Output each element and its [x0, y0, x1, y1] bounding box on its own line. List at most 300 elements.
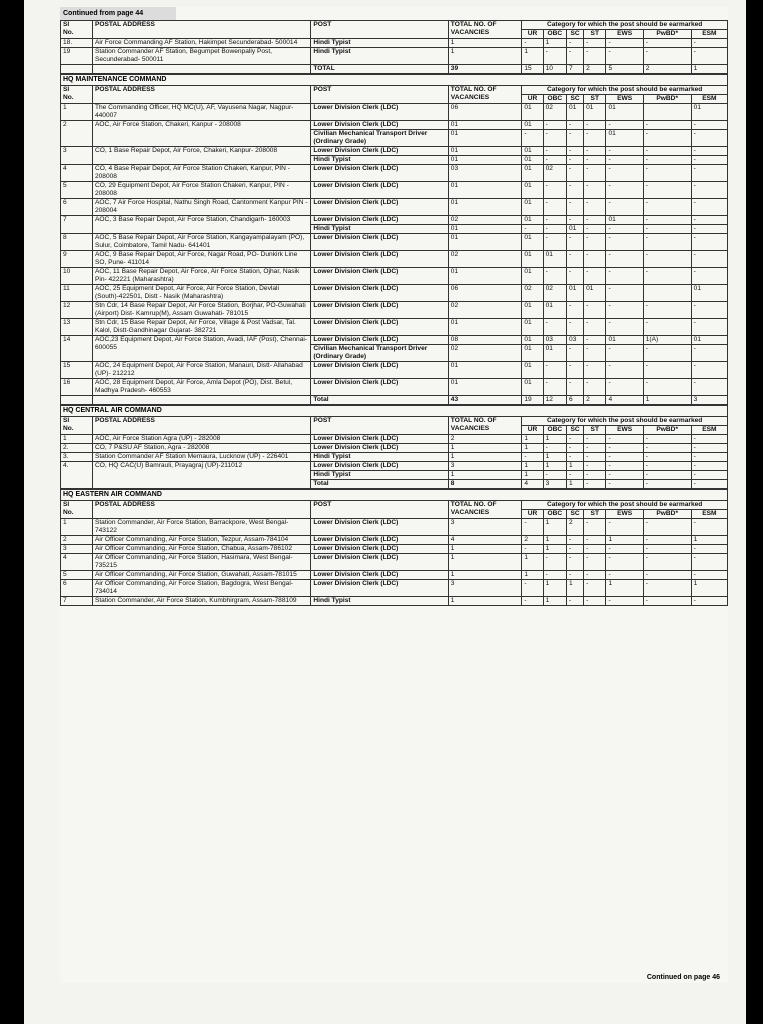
ur-cell: 01 — [522, 319, 543, 336]
pwbd-cell: - — [643, 48, 691, 65]
post-cell: Hindi Typist — [311, 48, 448, 65]
post-cell: Lower Division Clerk (LDC) — [311, 104, 448, 121]
col-sc-header: SC — [567, 30, 584, 39]
col-pwbd-header: PwBD* — [643, 426, 691, 435]
total-vacancies-cell: 01 — [448, 268, 522, 285]
esm-cell: - — [691, 480, 727, 489]
col-obc-header: OBC — [543, 95, 566, 104]
table-row — [61, 251, 728, 268]
sc-cell: - — [567, 571, 584, 580]
ews-cell: - — [606, 444, 643, 453]
total-vacancies-cell: 1 — [448, 48, 522, 65]
sc-cell: - — [567, 536, 584, 545]
postal-address-cell: AOC, 7 Air Force Hospital, Nathu Singh Road, Cantonment Kanpur PIN - 208004 — [92, 199, 310, 216]
col-obc-header: OBC — [543, 426, 566, 435]
obc-cell: - — [543, 571, 566, 580]
st-cell: - — [584, 571, 606, 580]
obc-cell: 1 — [543, 536, 566, 545]
sc-cell: - — [567, 444, 584, 453]
postal-address-cell: CO, 1 Base Repair Depot, Air Force, Chakeri, Kanpur- 208008 — [92, 147, 310, 165]
post-cell: Lower Division Clerk (LDC) — [311, 554, 448, 571]
obc-cell: 01 — [543, 251, 566, 268]
vacancy-table — [60, 416, 728, 489]
pwbd-cell: - — [643, 435, 691, 444]
sl-cell: 10 — [61, 268, 93, 285]
total-vacancies-cell: 02 — [448, 251, 522, 268]
sl-cell: 6 — [61, 199, 93, 216]
ur-cell: - — [522, 580, 543, 597]
st-cell: - — [584, 336, 606, 345]
table-row — [61, 285, 728, 302]
st-cell: 2 — [584, 65, 606, 74]
col-sl-header: Sl No. — [61, 417, 93, 435]
ur-cell: 01 — [522, 182, 543, 199]
pwbd-cell: - — [643, 471, 691, 480]
esm-cell: 1 — [691, 536, 727, 545]
esm-cell: - — [691, 251, 727, 268]
esm-cell: - — [691, 444, 727, 453]
st-cell: 2 — [584, 396, 606, 405]
vacancy-table — [60, 85, 728, 405]
total-vacancies-cell: 3 — [448, 462, 522, 471]
pwbd-cell: 2 — [643, 65, 691, 74]
obc-cell: - — [543, 444, 566, 453]
sc-cell: 6 — [567, 396, 584, 405]
sc-cell: 1 — [567, 462, 584, 471]
ews-cell: 01 — [606, 336, 643, 345]
col-total-vacancies-header: TOTAL NO. OF VACANCIES — [448, 501, 522, 519]
sl-cell — [61, 65, 93, 74]
ews-cell: 1 — [606, 536, 643, 545]
sl-cell: 4. — [61, 462, 93, 489]
sc-cell: - — [567, 199, 584, 216]
st-cell: - — [584, 199, 606, 216]
obc-cell: 1 — [543, 545, 566, 554]
sl-cell: 15 — [61, 362, 93, 379]
section-title: HQ EASTERN AIR COMMAND — [60, 489, 728, 500]
sl-cell: 3 — [61, 545, 93, 554]
post-cell: Lower Division Clerk (LDC) — [311, 444, 448, 453]
st-cell: - — [584, 165, 606, 182]
postal-address-cell — [92, 396, 310, 405]
col-sl-header: Sl No. — [61, 501, 93, 519]
ews-cell: - — [606, 268, 643, 285]
ews-cell: - — [606, 199, 643, 216]
ur-cell: - — [522, 39, 543, 48]
col-category-header: Category for which the post should be earmarked — [522, 501, 728, 510]
sl-cell: 4 — [61, 165, 93, 182]
ews-cell: - — [606, 48, 643, 65]
ews-cell: - — [606, 571, 643, 580]
ews-cell: - — [606, 319, 643, 336]
obc-cell: - — [543, 362, 566, 379]
post-cell: Total — [311, 480, 448, 489]
vacancy-table — [60, 500, 728, 606]
post-cell: Lower Division Clerk (LDC) — [311, 302, 448, 319]
esm-cell: - — [691, 234, 727, 251]
table-row — [61, 362, 728, 379]
col-pwbd-header: PwBD* — [643, 95, 691, 104]
total-vacancies-cell: 1 — [448, 554, 522, 571]
obc-cell: - — [543, 130, 566, 147]
pwbd-cell: - — [643, 571, 691, 580]
col-ews-header: EWS — [606, 426, 643, 435]
pwbd-cell: - — [643, 319, 691, 336]
esm-cell: - — [691, 471, 727, 480]
post-cell: Lower Division Clerk (LDC) — [311, 216, 448, 225]
ur-cell: 1 — [522, 444, 543, 453]
col-postal-address-header: POSTAL ADDRESS — [92, 21, 310, 39]
st-cell: - — [584, 435, 606, 444]
col-post-header: POST — [311, 501, 448, 519]
post-cell: Lower Division Clerk (LDC) — [311, 435, 448, 444]
st-cell: - — [584, 225, 606, 234]
st-cell: - — [584, 471, 606, 480]
obc-cell: 03 — [543, 336, 566, 345]
esm-cell: - — [691, 435, 727, 444]
sc-cell: 7 — [567, 65, 584, 74]
sl-cell: 8 — [61, 234, 93, 251]
ur-cell: - — [522, 545, 543, 554]
ews-cell: 4 — [606, 396, 643, 405]
total-vacancies-cell: 4 — [448, 536, 522, 545]
sc-cell: 01 — [567, 225, 584, 234]
post-cell: Civilian Mechanical Transport Driver (Ordinary Grade) — [311, 345, 448, 362]
obc-cell: 02 — [543, 165, 566, 182]
pwbd-cell: - — [643, 519, 691, 536]
col-sc-header: SC — [567, 95, 584, 104]
table-row — [61, 580, 728, 597]
table-row — [61, 268, 728, 285]
postal-address-cell: Air Officer Commanding, Air Force Station, Tezpur, Assam-784104 — [92, 536, 310, 545]
obc-cell: - — [543, 147, 566, 156]
esm-cell: - — [691, 571, 727, 580]
sl-cell: 3. — [61, 453, 93, 462]
postal-address-cell: Station Commander, Air Force Station, Kumbhirgram, Assam-788109 — [92, 597, 310, 606]
obc-cell: - — [543, 216, 566, 225]
obc-cell: 1 — [543, 435, 566, 444]
esm-cell: - — [691, 453, 727, 462]
obc-cell: 01 — [543, 302, 566, 319]
pwbd-cell: - — [643, 536, 691, 545]
sc-cell: - — [567, 453, 584, 462]
col-postal-address-header: POSTAL ADDRESS — [92, 501, 310, 519]
sl-cell: 7 — [61, 216, 93, 234]
sc-cell: - — [567, 39, 584, 48]
st-cell: - — [584, 536, 606, 545]
total-vacancies-cell: 01 — [448, 147, 522, 156]
col-ur-header: UR — [522, 426, 543, 435]
pwbd-cell: - — [643, 362, 691, 379]
post-cell: Lower Division Clerk (LDC) — [311, 268, 448, 285]
sc-cell: - — [567, 545, 584, 554]
sc-cell: 2 — [567, 519, 584, 536]
st-cell: - — [584, 216, 606, 225]
ews-cell: - — [606, 545, 643, 554]
col-pwbd-header: PwBD* — [643, 510, 691, 519]
esm-cell: - — [691, 216, 727, 225]
pwbd-cell: 1(A) — [643, 336, 691, 345]
ews-cell: - — [606, 165, 643, 182]
post-cell: Hindi Typist — [311, 39, 448, 48]
esm-cell: - — [691, 319, 727, 336]
esm-cell: - — [691, 165, 727, 182]
table-row — [61, 39, 728, 48]
esm-cell: 3 — [691, 396, 727, 405]
ur-cell: - — [522, 453, 543, 462]
postal-address-cell: Station Commander, Air Force Station, Barrackpore, West Bengal-743122 — [92, 519, 310, 536]
ews-cell: 01 — [606, 130, 643, 147]
sc-cell: - — [567, 268, 584, 285]
postal-address-cell: AOC, 28 Equipment Depot, Air Force, Amla Depot (PO), Dist. Betul, Madhya Pradesh- 460553 — [92, 379, 310, 396]
sl-cell: 19 — [61, 48, 93, 65]
ur-cell: 01 — [522, 104, 543, 121]
post-cell: Lower Division Clerk (LDC) — [311, 251, 448, 268]
total-vacancies-cell: 06 — [448, 285, 522, 302]
sl-cell: 11 — [61, 285, 93, 302]
esm-cell: - — [691, 130, 727, 147]
sl-cell: 5 — [61, 182, 93, 199]
pwbd-cell: - — [643, 379, 691, 396]
esm-cell: - — [691, 39, 727, 48]
col-category-header: Category for which the post should be earmarked — [522, 417, 728, 426]
ur-cell: 01 — [522, 362, 543, 379]
esm-cell: - — [691, 462, 727, 471]
ur-cell: 1 — [522, 435, 543, 444]
pwbd-cell: - — [643, 580, 691, 597]
st-cell: - — [584, 545, 606, 554]
obc-cell: - — [543, 199, 566, 216]
ur-cell: 01 — [522, 234, 543, 251]
sc-cell: - — [567, 130, 584, 147]
st-cell: - — [584, 480, 606, 489]
postal-address-cell: CO, HQ CAC(U) Bamrauli, Prayagraj (UP)-211012 — [92, 462, 310, 489]
table-row — [61, 444, 728, 453]
st-cell: - — [584, 379, 606, 396]
ur-cell: 19 — [522, 396, 543, 405]
ews-cell: 01 — [606, 216, 643, 225]
col-total-vacancies-header: TOTAL NO. OF VACANCIES — [448, 86, 522, 104]
col-esm-header: ESM — [691, 95, 727, 104]
pwbd-cell: - — [643, 268, 691, 285]
postal-address-cell: AOC, 24 Equipment Depot, Air Force Station, Manauri, Distt- Allahabad (UP)- 212212 — [92, 362, 310, 379]
post-cell: Hindi Typist — [311, 471, 448, 480]
paper-page — [24, 0, 746, 1024]
sc-cell: - — [567, 597, 584, 606]
total-vacancies-cell: 01 — [448, 234, 522, 251]
post-cell: Civilian Mechanical Transport Driver (Ordinary Grade) — [311, 130, 448, 147]
sl-cell: 2 — [61, 121, 93, 147]
postal-address-cell: AOC, 9 Base Repair Depot, Air Force, Nagar Road, PO- Dunkirk Line SO, Pune- 411014 — [92, 251, 310, 268]
ur-cell: 01 — [522, 199, 543, 216]
col-post-header: POST — [311, 417, 448, 435]
sl-cell: 13 — [61, 319, 93, 336]
st-cell: 01 — [584, 104, 606, 121]
pwbd-cell: - — [643, 199, 691, 216]
table-row — [61, 453, 728, 462]
table-row — [61, 48, 728, 65]
post-cell: Lower Division Clerk (LDC) — [311, 336, 448, 345]
postal-address-cell: AOC,23 Equipment Depot, Air Force Station, Avadi, IAF (Post), Chennai- 600055 — [92, 336, 310, 362]
table-row — [61, 199, 728, 216]
ews-cell: - — [606, 597, 643, 606]
table-row — [61, 597, 728, 606]
table-row — [61, 216, 728, 225]
ews-cell: - — [606, 147, 643, 156]
total-vacancies-cell: 1 — [448, 453, 522, 462]
ur-cell: 01 — [522, 336, 543, 345]
st-cell: - — [584, 580, 606, 597]
post-cell: Total — [311, 396, 448, 405]
ews-cell: - — [606, 362, 643, 379]
ur-cell: 01 — [522, 268, 543, 285]
table-header-row — [61, 501, 728, 510]
postal-address-cell: Air Officer Commanding, Air Force Station, Hasimara, West Bengal-735215 — [92, 554, 310, 571]
total-vacancies-cell: 01 — [448, 182, 522, 199]
esm-cell: 01 — [691, 285, 727, 302]
table-row — [61, 147, 728, 156]
postal-address-cell: Air Officer Commanding, Air Force Station, Bagdogra, West Bengal-734014 — [92, 580, 310, 597]
pwbd-cell: - — [643, 182, 691, 199]
total-vacancies-cell: 1 — [448, 597, 522, 606]
col-esm-header: ESM — [691, 426, 727, 435]
ur-cell: 1 — [522, 571, 543, 580]
ur-cell: 01 — [522, 251, 543, 268]
st-cell: - — [584, 147, 606, 156]
document-sheet — [60, 7, 728, 983]
obc-cell: 02 — [543, 285, 566, 302]
ews-cell: - — [606, 251, 643, 268]
ur-cell: - — [522, 225, 543, 234]
sc-cell: - — [567, 234, 584, 251]
obc-cell: - — [543, 471, 566, 480]
total-vacancies-cell: 01 — [448, 379, 522, 396]
sl-cell — [61, 396, 93, 405]
total-vacancies-cell: 02 — [448, 302, 522, 319]
total-vacancies-cell: 01 — [448, 199, 522, 216]
obc-cell: - — [543, 121, 566, 130]
obc-cell: 1 — [543, 580, 566, 597]
postal-address-cell: CO, 7 P&SU AF Station, Agra - 282008 — [92, 444, 310, 453]
table-row — [61, 554, 728, 571]
total-vacancies-cell: 3 — [448, 580, 522, 597]
col-total-vacancies-header: TOTAL NO. OF VACANCIES — [448, 417, 522, 435]
col-st-header: ST — [584, 95, 606, 104]
col-ews-header: EWS — [606, 95, 643, 104]
col-pwbd-header: PwBD* — [643, 30, 691, 39]
post-cell: Lower Division Clerk (LDC) — [311, 147, 448, 156]
total-vacancies-cell: 02 — [448, 345, 522, 362]
ews-cell: - — [606, 453, 643, 462]
col-post-header: POST — [311, 86, 448, 104]
total-vacancies-cell: 06 — [448, 104, 522, 121]
pwbd-cell: - — [643, 480, 691, 489]
postal-address-cell: Air Officer Commanding, Air Force Station, Guwahati, Assam-781015 — [92, 571, 310, 580]
esm-cell: - — [691, 597, 727, 606]
ews-cell: - — [606, 345, 643, 362]
total-vacancies-cell: 1 — [448, 471, 522, 480]
total-vacancies-cell: 8 — [448, 480, 522, 489]
continued-from-label: Continued from page 44 — [60, 7, 176, 20]
pwbd-cell: - — [643, 234, 691, 251]
obc-cell: - — [543, 554, 566, 571]
post-cell: Lower Division Clerk (LDC) — [311, 165, 448, 182]
sl-cell: 4 — [61, 554, 93, 571]
total-vacancies-cell: 2 — [448, 435, 522, 444]
postal-address-cell: Air Officer Commanding, Air Force Station, Chabua, Assam-786102 — [92, 545, 310, 554]
post-cell: Hindi Typist — [311, 225, 448, 234]
esm-cell: - — [691, 225, 727, 234]
col-sc-header: SC — [567, 510, 584, 519]
col-total-vacancies-header: TOTAL NO. OF VACANCIES — [448, 21, 522, 39]
sl-cell: 1 — [61, 104, 93, 121]
sl-cell: 2. — [61, 444, 93, 453]
ur-cell: 01 — [522, 156, 543, 165]
total-vacancies-cell: 01 — [448, 225, 522, 234]
table-row — [61, 396, 728, 405]
section-title: HQ MAINTENANCE COMMAND — [60, 74, 728, 85]
esm-cell: - — [691, 121, 727, 130]
total-vacancies-cell: 3 — [448, 519, 522, 536]
ur-cell: - — [522, 519, 543, 536]
sc-cell: - — [567, 216, 584, 225]
total-vacancies-cell: 1 — [448, 39, 522, 48]
table-header-row — [61, 21, 728, 30]
ews-cell: - — [606, 182, 643, 199]
ews-cell: - — [606, 379, 643, 396]
ur-cell: 2 — [522, 536, 543, 545]
ur-cell: - — [522, 597, 543, 606]
total-vacancies-cell: 01 — [448, 362, 522, 379]
sc-cell: - — [567, 345, 584, 362]
obc-cell: 1 — [543, 453, 566, 462]
post-cell: Hindi Typist — [311, 453, 448, 462]
esm-cell: - — [691, 519, 727, 536]
st-cell: - — [584, 554, 606, 571]
sc-cell: 01 — [567, 285, 584, 302]
sc-cell: - — [567, 379, 584, 396]
sl-cell: 12 — [61, 302, 93, 319]
col-sl-header: Sl No. — [61, 86, 93, 104]
postal-address-cell: CO, 29 Equipment Depot, Air Force Station Chakeri, Kanpur, PIN - 208008 — [92, 182, 310, 199]
sc-cell: - — [567, 182, 584, 199]
postal-address-cell: Station Commander AF Station Memaura, Lucknow (UP) - 226401 — [92, 453, 310, 462]
table-header-row — [61, 86, 728, 95]
table-row — [61, 165, 728, 182]
section-title: HQ CENTRAL AIR COMMAND — [60, 405, 728, 416]
ur-cell: 01 — [522, 216, 543, 225]
postal-address-cell: AOC, 5 Base Repair Depot, Air Force Station, Kangayampalayam (PO), Sulur, Coimbatore, Tamil Nadu- 641401 — [92, 234, 310, 251]
obc-cell: - — [543, 268, 566, 285]
pwbd-cell: - — [643, 597, 691, 606]
pwbd-cell: - — [643, 453, 691, 462]
st-cell: - — [584, 48, 606, 65]
sc-cell: - — [567, 302, 584, 319]
st-cell: - — [584, 130, 606, 147]
ews-cell: - — [606, 435, 643, 444]
post-cell: TOTAL — [311, 65, 448, 74]
ews-cell: - — [606, 225, 643, 234]
esm-cell: - — [691, 345, 727, 362]
esm-cell: - — [691, 199, 727, 216]
total-vacancies-cell: 01 — [448, 130, 522, 147]
table-row — [61, 536, 728, 545]
total-vacancies-cell: 01 — [448, 319, 522, 336]
pwbd-cell: - — [643, 39, 691, 48]
st-cell: - — [584, 302, 606, 319]
ur-cell: 02 — [522, 285, 543, 302]
sl-cell: 5 — [61, 571, 93, 580]
